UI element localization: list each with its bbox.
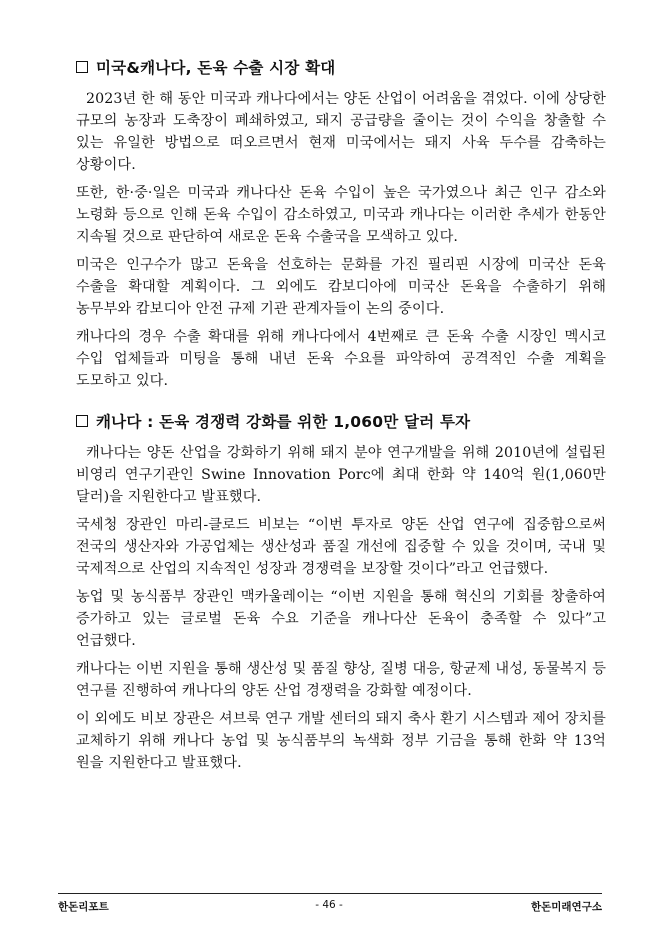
section-canada-investment bbox=[76, 410, 606, 780]
section-heading bbox=[76, 410, 606, 432]
paragraph: 캐나다의 경우 수출 확대를 위해 캐나다에서 4번째로 큰 돈육 수출 시장인 멕시코 수입 업체들과 미팅을 통해 내년 돈육 수요를 파악하여 공격적인 수출 계획을 도모하고 있다. bbox=[76, 329, 606, 389]
section-heading-text: 미국&캐나다, 돈육 수출 시장 확대 bbox=[96, 59, 336, 77]
footer-divider bbox=[58, 893, 602, 894]
paragraph: 또한, 한·중·일은 미국과 캐나다산 돈육 수입이 높은 국가였으나 최근 인구 감소와 노령화 등으로 인해 돈육 수입이 감소하였고, 미국과 캐나다는 이러한 추세가 한동안 지속될 것으로 판단하여 새로운 돈육 수출국을 모색하고 있다. bbox=[76, 185, 606, 245]
checkbox-square-icon bbox=[76, 415, 88, 427]
footer-publisher: 한돈미래연구소 bbox=[530, 901, 602, 913]
footer-page-number: - 46 - bbox=[315, 899, 343, 911]
section-us-canada-export bbox=[76, 56, 606, 398]
paragraph: 미국은 인구수가 많고 돈육을 선호하는 문화를 가진 필리핀 시장에 미국산 돈육 수출을 확대할 계획이다. 그 외에도 캄보디아에 미국산 돈육을 수출하기 위해 농무부와 캄보디아 안전 규제 기관 관계자들이 논의 중이다. bbox=[76, 257, 606, 317]
footer-publication-title: 한돈리포트 bbox=[58, 901, 109, 913]
paragraph: 2023년 한 해 동안 미국과 캐나다에서는 양돈 산업이 어려움을 겪었다. 이에 상당한 규모의 농장과 도축장이 폐쇄하였고, 돼지 공급량을 줄이는 것이 수익을 창출할 수 있는 유일한 방법으로 떠오르면서 현재 미국에서는 돼지 사육 두수를 감축하는 상황이다. bbox=[76, 91, 606, 173]
paragraph: 국세청 장관인 마리-클로드 비보는 “이번 투자로 양돈 산업 연구에 집중함으로써 전국의 생산자와 가공업체는 생산성과 품질 개선에 집중할 수 있을 것이며, 국내 및 국제적으로 산업의 지속적인 성장과 경쟁력을 보장할 것이다”라고 언급했다. bbox=[76, 517, 606, 577]
paragraph: 농업 및 농식품부 장관인 맥카울레이는 “이번 지원을 통해 혁신의 기회를 창출하여 증가하고 있는 글로벌 돈육 수요 기준을 캐나다산 돈육이 충족할 수 있다”고 언급했다. bbox=[76, 589, 606, 649]
checkbox-square-icon bbox=[76, 61, 88, 73]
paragraph: 캐나다는 양돈 산업을 강화하기 위해 돼지 분야 연구개발을 위해 2010년에 설립된 비영리 연구기관인 Swine Innovation Porc에 최대 한화 약 140억 원(1,060만 달러)을 지원한다고 발표했다. bbox=[76, 445, 606, 505]
paragraph: 이 외에도 비보 장관은 셔브룩 연구 개발 센터의 돼지 축사 환기 시스템과 제어 장치를 교체하기 위해 캐나다 농업 및 농식품부의 녹색화 정부 기금을 통해 한화 약 13억 원을 지원한다고 발표했다. bbox=[76, 711, 606, 771]
paragraph: 캐나다는 이번 지원을 통해 생산성 및 품질 향상, 질병 대응, 항균제 내성, 동물복지 등 연구를 진행하여 캐나다의 양돈 산업 경쟁력을 강화할 예정이다. bbox=[76, 661, 606, 699]
section-heading bbox=[76, 56, 606, 78]
section-heading-text: 캐나다 : 돈육 경쟁력 강화를 위한 1,060만 달러 투자 bbox=[96, 413, 471, 431]
